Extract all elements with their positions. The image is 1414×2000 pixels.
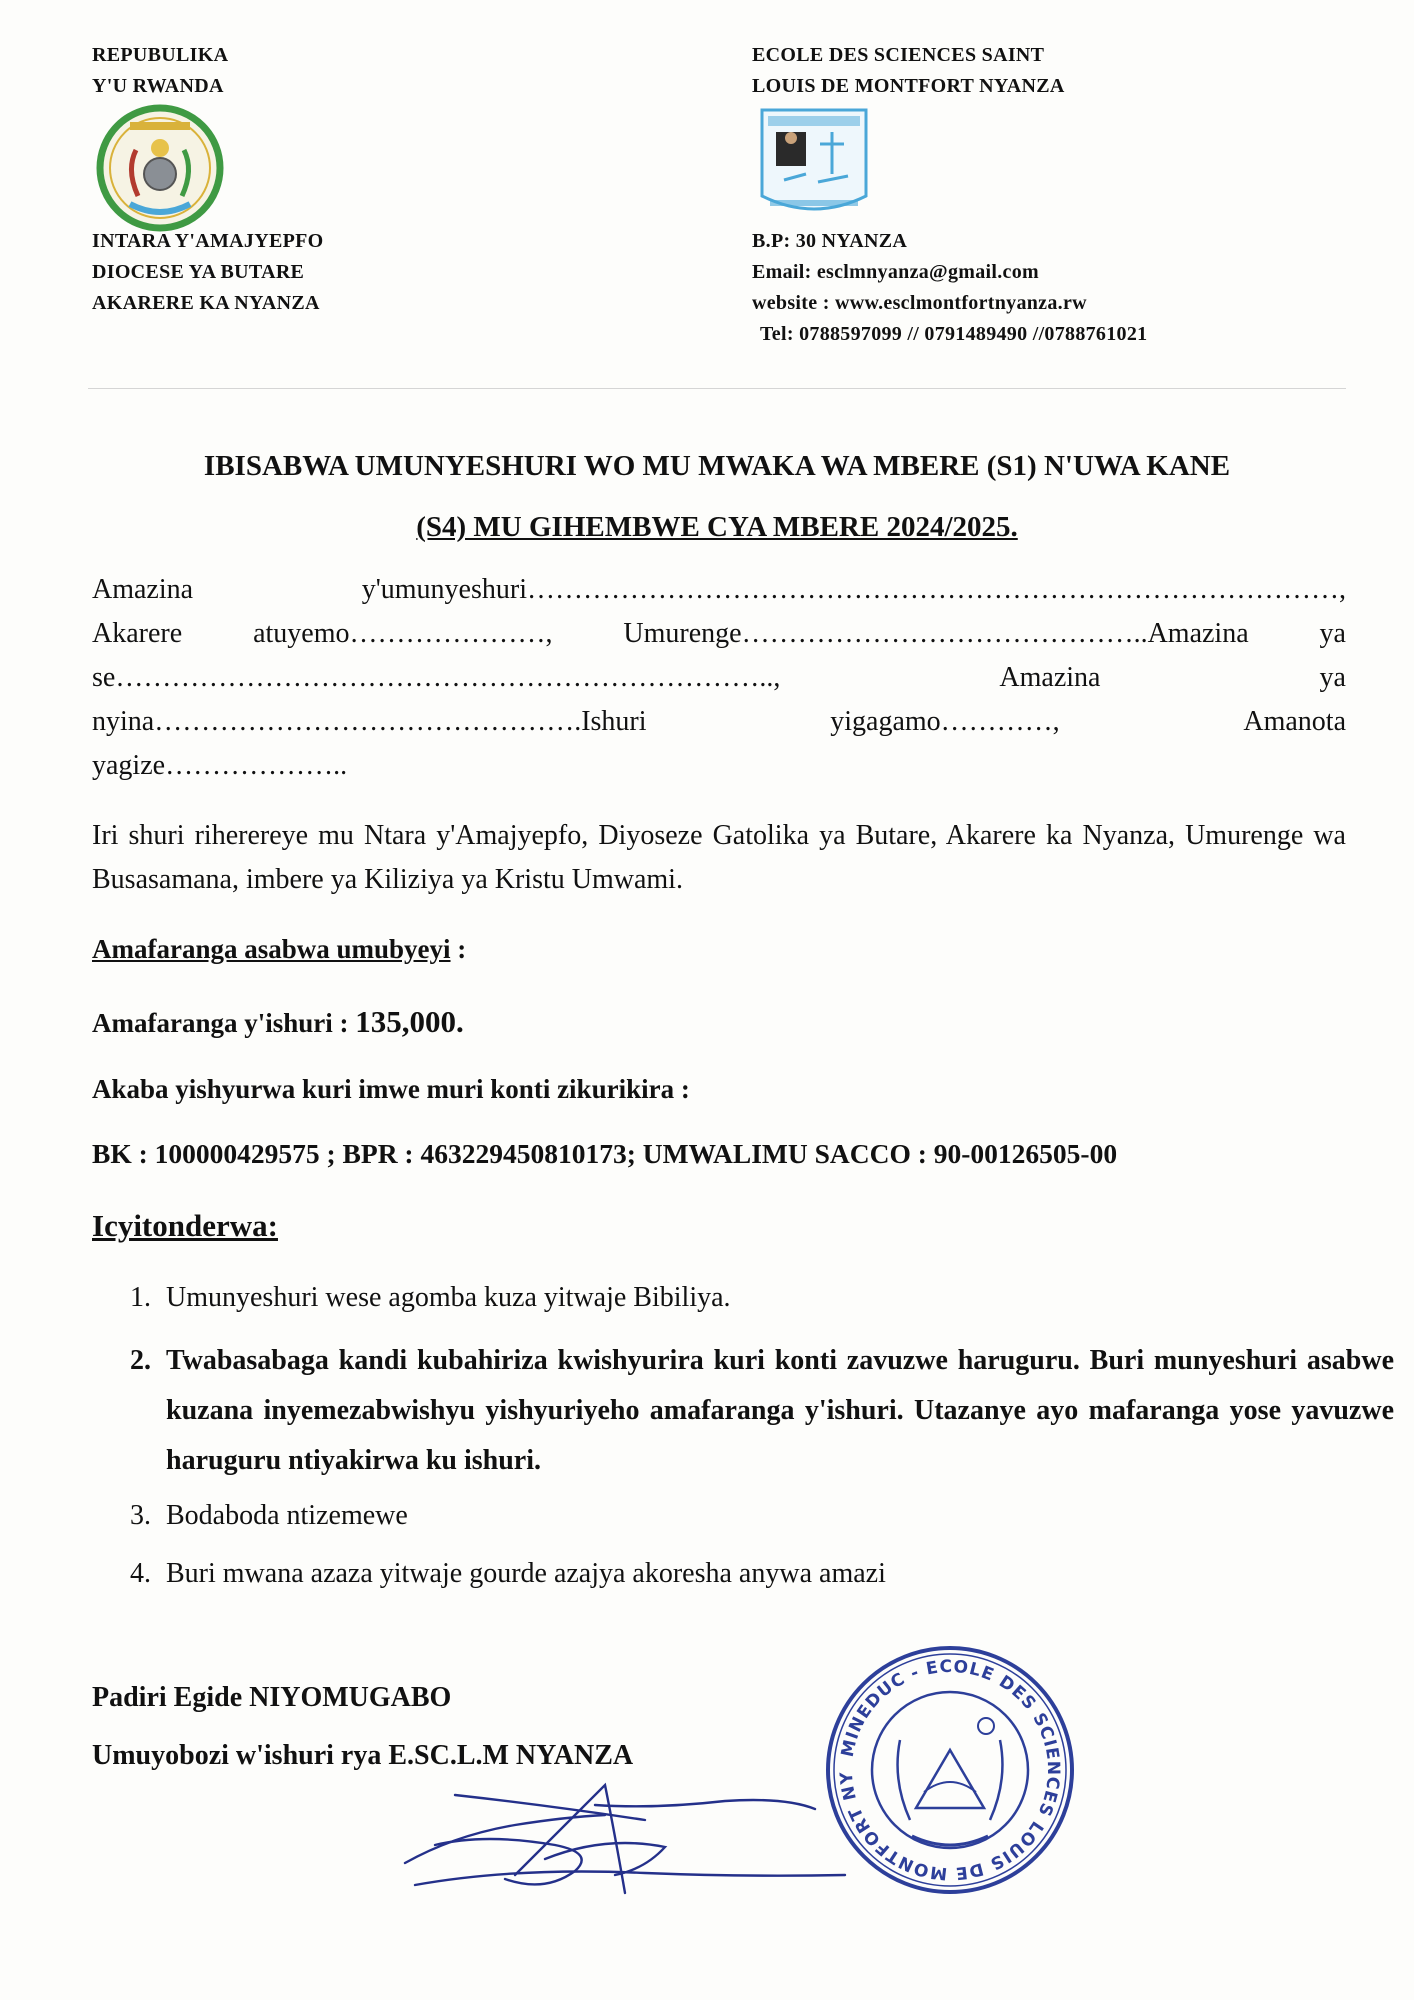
- form-line-father: [92, 656, 1346, 700]
- diocese-line: DIOCESE YA BUTARE: [92, 261, 305, 283]
- school-fees-label: Amafaranga y'ishuri :: [92, 1008, 356, 1038]
- field-mother-name: nyina……………………………………….Ishuri: [92, 706, 647, 737]
- bank-accounts: BK : 100000429575 ; BPR : 463229450810173; UMWALIMU SACCO : 90-00126505-00: [92, 1138, 1118, 1169]
- document-title-line-1: IBISABWA UMUNYESHURI WO MU MWAKA WA MBERE (S1) N'UWA KANE: [203, 450, 1231, 482]
- label-akarere: Akarere: [92, 618, 183, 649]
- label-amanota: Amanota: [1243, 706, 1346, 737]
- field-district: atuyemo…………………,: [253, 618, 553, 649]
- note-item-payment: 2. Twabasabaga kandi kubahiriza kwishyurira kuri konti zavuzwe haruguru. Buri munyeshuri asabwe kuzana inyemezabwishyu yishyuriyeho amafaranga y'ishuri. Utazanye ayo mafaranga yose yavuzwe haruguru ntiyakirwa ku ishuri.: [158, 1336, 1394, 1486]
- form-line-grades: yagize………………..: [92, 750, 348, 781]
- province-line: INTARA Y'AMAJYEPFO: [92, 230, 324, 252]
- header-right-top: [752, 40, 1065, 102]
- postal-box: B.P: 30 NYANZA: [752, 230, 908, 252]
- school-name-line-2: LOUIS DE MONTFORT NYANZA: [752, 75, 1065, 97]
- header-divider: [88, 388, 1346, 389]
- field-previous-school: yigagamo…………,: [830, 706, 1060, 737]
- school-name-line-1: ECOLE DES SCIENCES SAINT: [752, 44, 1045, 66]
- document-title-line-2: (S4) MU GIHEMBWE CYA MBERE 2024/2025.: [416, 511, 1018, 543]
- notes-list: [110, 1278, 1394, 1612]
- school-logo: [756, 104, 872, 220]
- label-amazina-mother: Amazina: [999, 662, 1101, 693]
- field-sector: Umurenge……………………………………..Amazina: [623, 618, 1249, 649]
- fees-heading: [92, 934, 466, 965]
- header-left-top: [92, 40, 228, 102]
- country-line-2: Y'U RWANDA: [92, 75, 224, 97]
- note-item-water-bottle: 4. Buri mwana azaza yitwaje gourde azajya akoresha anywa amazi: [158, 1554, 1394, 1594]
- note-item-bible: 1. Umunyeshuri wese agomba kuza yitwaje Bibiliya.: [158, 1278, 1394, 1318]
- label-amazina: Amazina: [92, 574, 194, 605]
- signatory-name: Padiri Egide NIYOMUGABO: [92, 1682, 452, 1713]
- school-phones: Tel: 0788597099 // 0791489490 //0788761021: [760, 323, 1148, 345]
- fees-heading-colon: :: [450, 934, 467, 964]
- school-official-stamp: [812, 1625, 1080, 1900]
- stamp-ring-text: MINEDUC - ECOLE DES SCIENCES LOUIS DE MONTFORT NYANZA: [812, 1625, 1064, 1884]
- notes-heading: Icyitonderwa:: [92, 1208, 278, 1243]
- school-email: Email: esclmnyanza@gmail.com: [752, 261, 1039, 283]
- header-left-bottom: [92, 226, 324, 319]
- school-location-text: Iri shuri riherereye mu Ntara y'Amajyepfo, Diyoseze Gatolika ya Butare, Akarere ka Nyanza, Umurenge wa Busasamana, imbere ya Kiliziya ya Kristu Umwami.: [92, 820, 1346, 895]
- rwanda-coat-of-arms-seal: [96, 104, 224, 232]
- handwritten-signature: [395, 1775, 855, 1905]
- label-ya-mother: ya: [1319, 662, 1346, 693]
- field-father-name: se……………………………………………………………..,: [92, 662, 781, 693]
- country-line-1: REPUBULIKA: [92, 44, 229, 66]
- student-form: [92, 568, 1346, 788]
- signatory-role: Umuyobozi w'ishuri rya E.SC.L.M NYANZA: [92, 1740, 634, 1771]
- field-student-name: y'umunyeshuri……………………………………………………………………………,: [361, 574, 1346, 605]
- school-fees-line: [92, 1004, 464, 1040]
- form-line-student-name: [92, 568, 1346, 612]
- district-line: AKARERE KA NYANZA: [92, 292, 320, 314]
- form-line-mother: [92, 700, 1346, 744]
- accounts-intro: Akaba yishyurwa kuri imwe muri konti zikurikira :: [92, 1074, 690, 1104]
- label-ya: ya: [1319, 618, 1346, 649]
- note-item-bodaboda: 3. Bodaboda ntizemewe: [158, 1496, 1394, 1536]
- school-fees-amount: 135,000.: [355, 1004, 464, 1039]
- header-right-contacts: [752, 226, 1147, 350]
- form-line-district: [92, 612, 1346, 656]
- fees-heading-text: Amafaranga asabwa umubyeyi: [92, 934, 451, 964]
- school-website: website : www.esclmontfortnyanza.rw: [752, 292, 1087, 314]
